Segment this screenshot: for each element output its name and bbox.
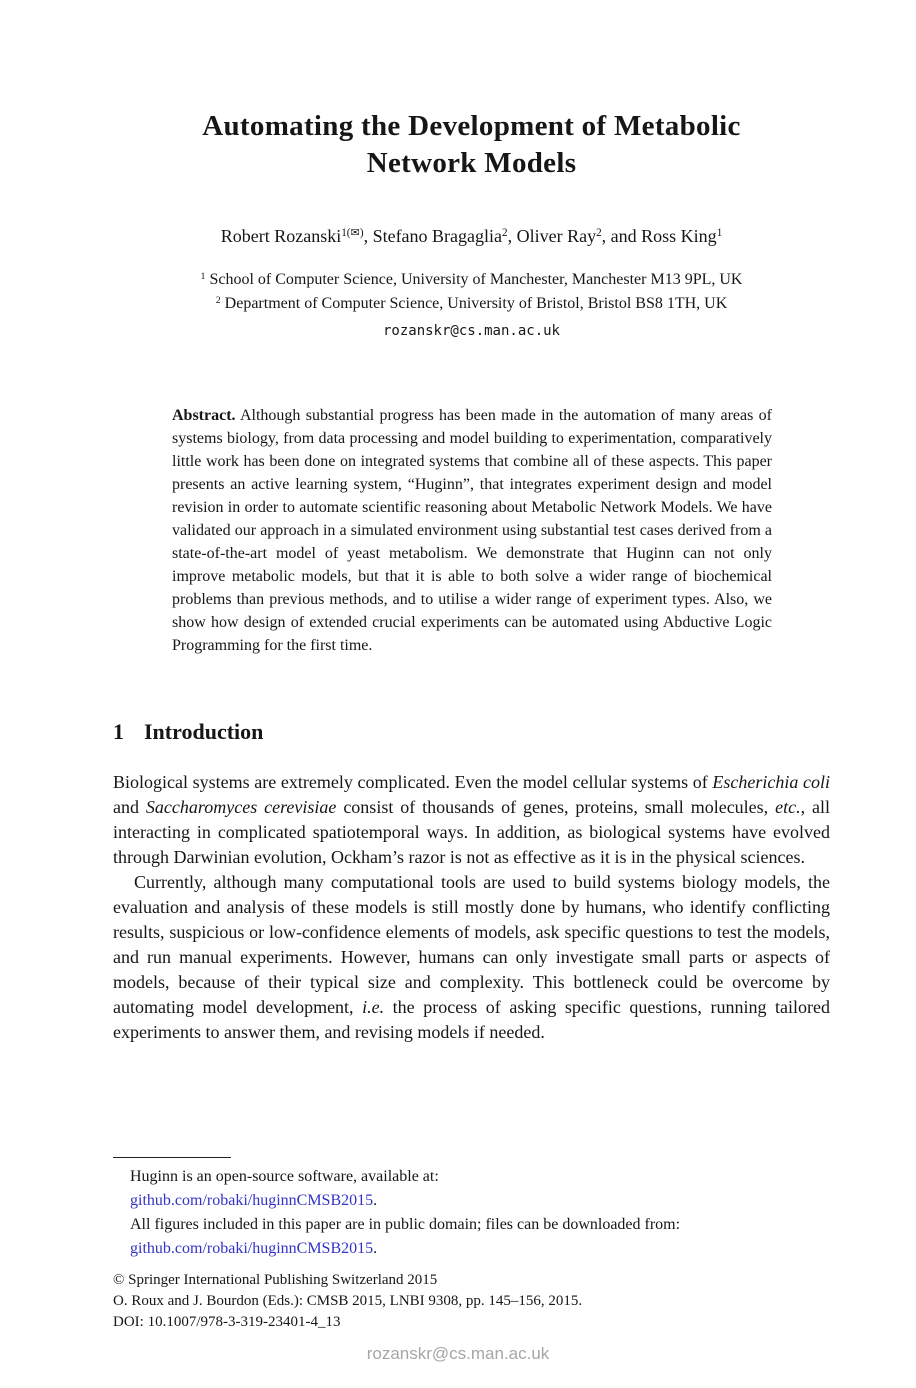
superscript-marker: 1 xyxy=(200,270,206,282)
github-link[interactable]: github.com/robaki/huginnCMSB2015 xyxy=(130,1192,374,1209)
copyright-block xyxy=(113,1270,830,1333)
doi-line: DOI: 10.1007/978-3-319-23401-4_13 xyxy=(113,1314,341,1330)
superscript-marker: 2 xyxy=(215,294,221,306)
footnote-rule xyxy=(113,1157,231,1158)
text-segment: , and Ross King xyxy=(601,226,717,246)
footnote-line-1 xyxy=(130,1165,830,1189)
editors-line: O. Roux and J. Bourdon (Eds.): CMSB 2015, LNBI 9308, pp. 145–156, 2015. xyxy=(113,1293,583,1309)
email-watermark: rozanskr@cs.man.ac.uk xyxy=(366,1344,550,1363)
abstract-block xyxy=(172,404,772,657)
superscript-marker: 2 xyxy=(502,226,508,239)
footnote-block xyxy=(113,1165,830,1261)
text-segment: , all interacting in complicated spatiotemporal ways. In addition, as biological systems have evolved through Darwinian evolution, Ockham’s razor is not as effective as it is in the physical sciences. xyxy=(113,797,830,867)
text-segment: consist of thousands of genes, proteins, small molecules, xyxy=(336,797,776,817)
text-segment: , Stefano Bragaglia xyxy=(363,226,503,246)
superscript-marker: 1 xyxy=(716,226,723,239)
text-segment: Robert Rozanski xyxy=(220,226,342,246)
text-segment: All figures included in this paper are in public domain; files can be downloaded from: xyxy=(130,1216,681,1233)
text-segment: Escherichia coli xyxy=(712,772,830,792)
affiliation-1 xyxy=(113,269,830,293)
paper-title-line-2: Network Models xyxy=(366,147,577,179)
github-link[interactable]: github.com/robaki/huginnCMSB2015 xyxy=(130,1240,374,1257)
authors-line xyxy=(113,226,830,247)
footnote-line-2 xyxy=(130,1189,830,1213)
footnote-line-4 xyxy=(130,1237,830,1261)
text-segment: i.e. xyxy=(362,997,385,1017)
section-heading-introduction xyxy=(113,719,830,745)
text-segment: Abstract. xyxy=(172,407,236,424)
intro-paragraph-2 xyxy=(113,870,830,1045)
copyright-line: © Springer International Publishing Switzerland 2015 xyxy=(113,1272,438,1288)
section-number: 1 xyxy=(113,719,124,744)
paper-title-line-1: Automating the Development of Metabolic xyxy=(202,110,741,142)
text-segment: Saccharomyces cerevisiae xyxy=(145,797,337,817)
text-segment: Huginn is an open-source software, available at: xyxy=(130,1168,439,1185)
text-segment: and xyxy=(113,797,146,817)
page-content xyxy=(113,0,830,1045)
text-segment: Biological systems are extremely complicated. Even the model cellular systems of xyxy=(113,772,713,792)
text-segment: the process of asking specific questions, running tailored experiments to answer them, and revising models if needed. xyxy=(113,997,830,1042)
affiliation-2 xyxy=(113,293,830,317)
text-segment: . xyxy=(373,1240,378,1257)
text-segment: . xyxy=(373,1192,378,1209)
superscript-marker: 2 xyxy=(596,226,602,239)
affiliations-block xyxy=(113,269,830,342)
intro-paragraph-1 xyxy=(113,770,830,870)
text-segment: , Oliver Ray xyxy=(507,226,597,246)
page-footer xyxy=(113,1157,830,1333)
text-segment: etc. xyxy=(775,797,801,817)
text-segment: Currently, although many computational tools are used to build systems biology models, the evaluation and analysis of these models is still mostly done by humans, who identify conflicting results, suspicious or low-confidence elements of models, ask specific questions to test the models, and run manual experiments. However, humans can only investigate small parts or aspects of models, because of their typical size and complexity. This bottleneck could be overcome by automating model development, xyxy=(113,872,830,1017)
text-segment: Although substantial progress has been made in the automation of many areas of systems biology, from data processing and model building to experimentation, comparatively little work has been done on integrated systems that combine all of these aspects. This paper presents an active learning system, “Huginn”, that integrates experiment design and model revision in order to automate scientific reasoning about Metabolic Network Models. We have validated our approach in a simulated environment using substantial test cases derived from a state-of-the-art model of yeast metabolism. We demonstrate that Huginn can not only improve metabolic models, but that it is able to both solve a wider range of biochemical problems than previous methods, and to utilise a wider range of experiment types. Also, we show how design of extended crucial experiments can be automated using Abductive Logic Programming for the first time. xyxy=(172,407,772,654)
section-title: Introduction xyxy=(144,719,264,744)
footnote-line-3 xyxy=(130,1213,830,1237)
contact-email: rozanskr@cs.man.ac.uk xyxy=(382,323,560,339)
superscript-marker: 1(✉) xyxy=(341,226,364,239)
text-segment: School of Computer Science, University of Manchester, Manchester M13 9PL, UK xyxy=(205,271,743,288)
text-segment: Department of Computer Science, University of Bristol, Bristol BS8 1TH, UK xyxy=(220,295,728,312)
paper-title xyxy=(113,108,830,182)
